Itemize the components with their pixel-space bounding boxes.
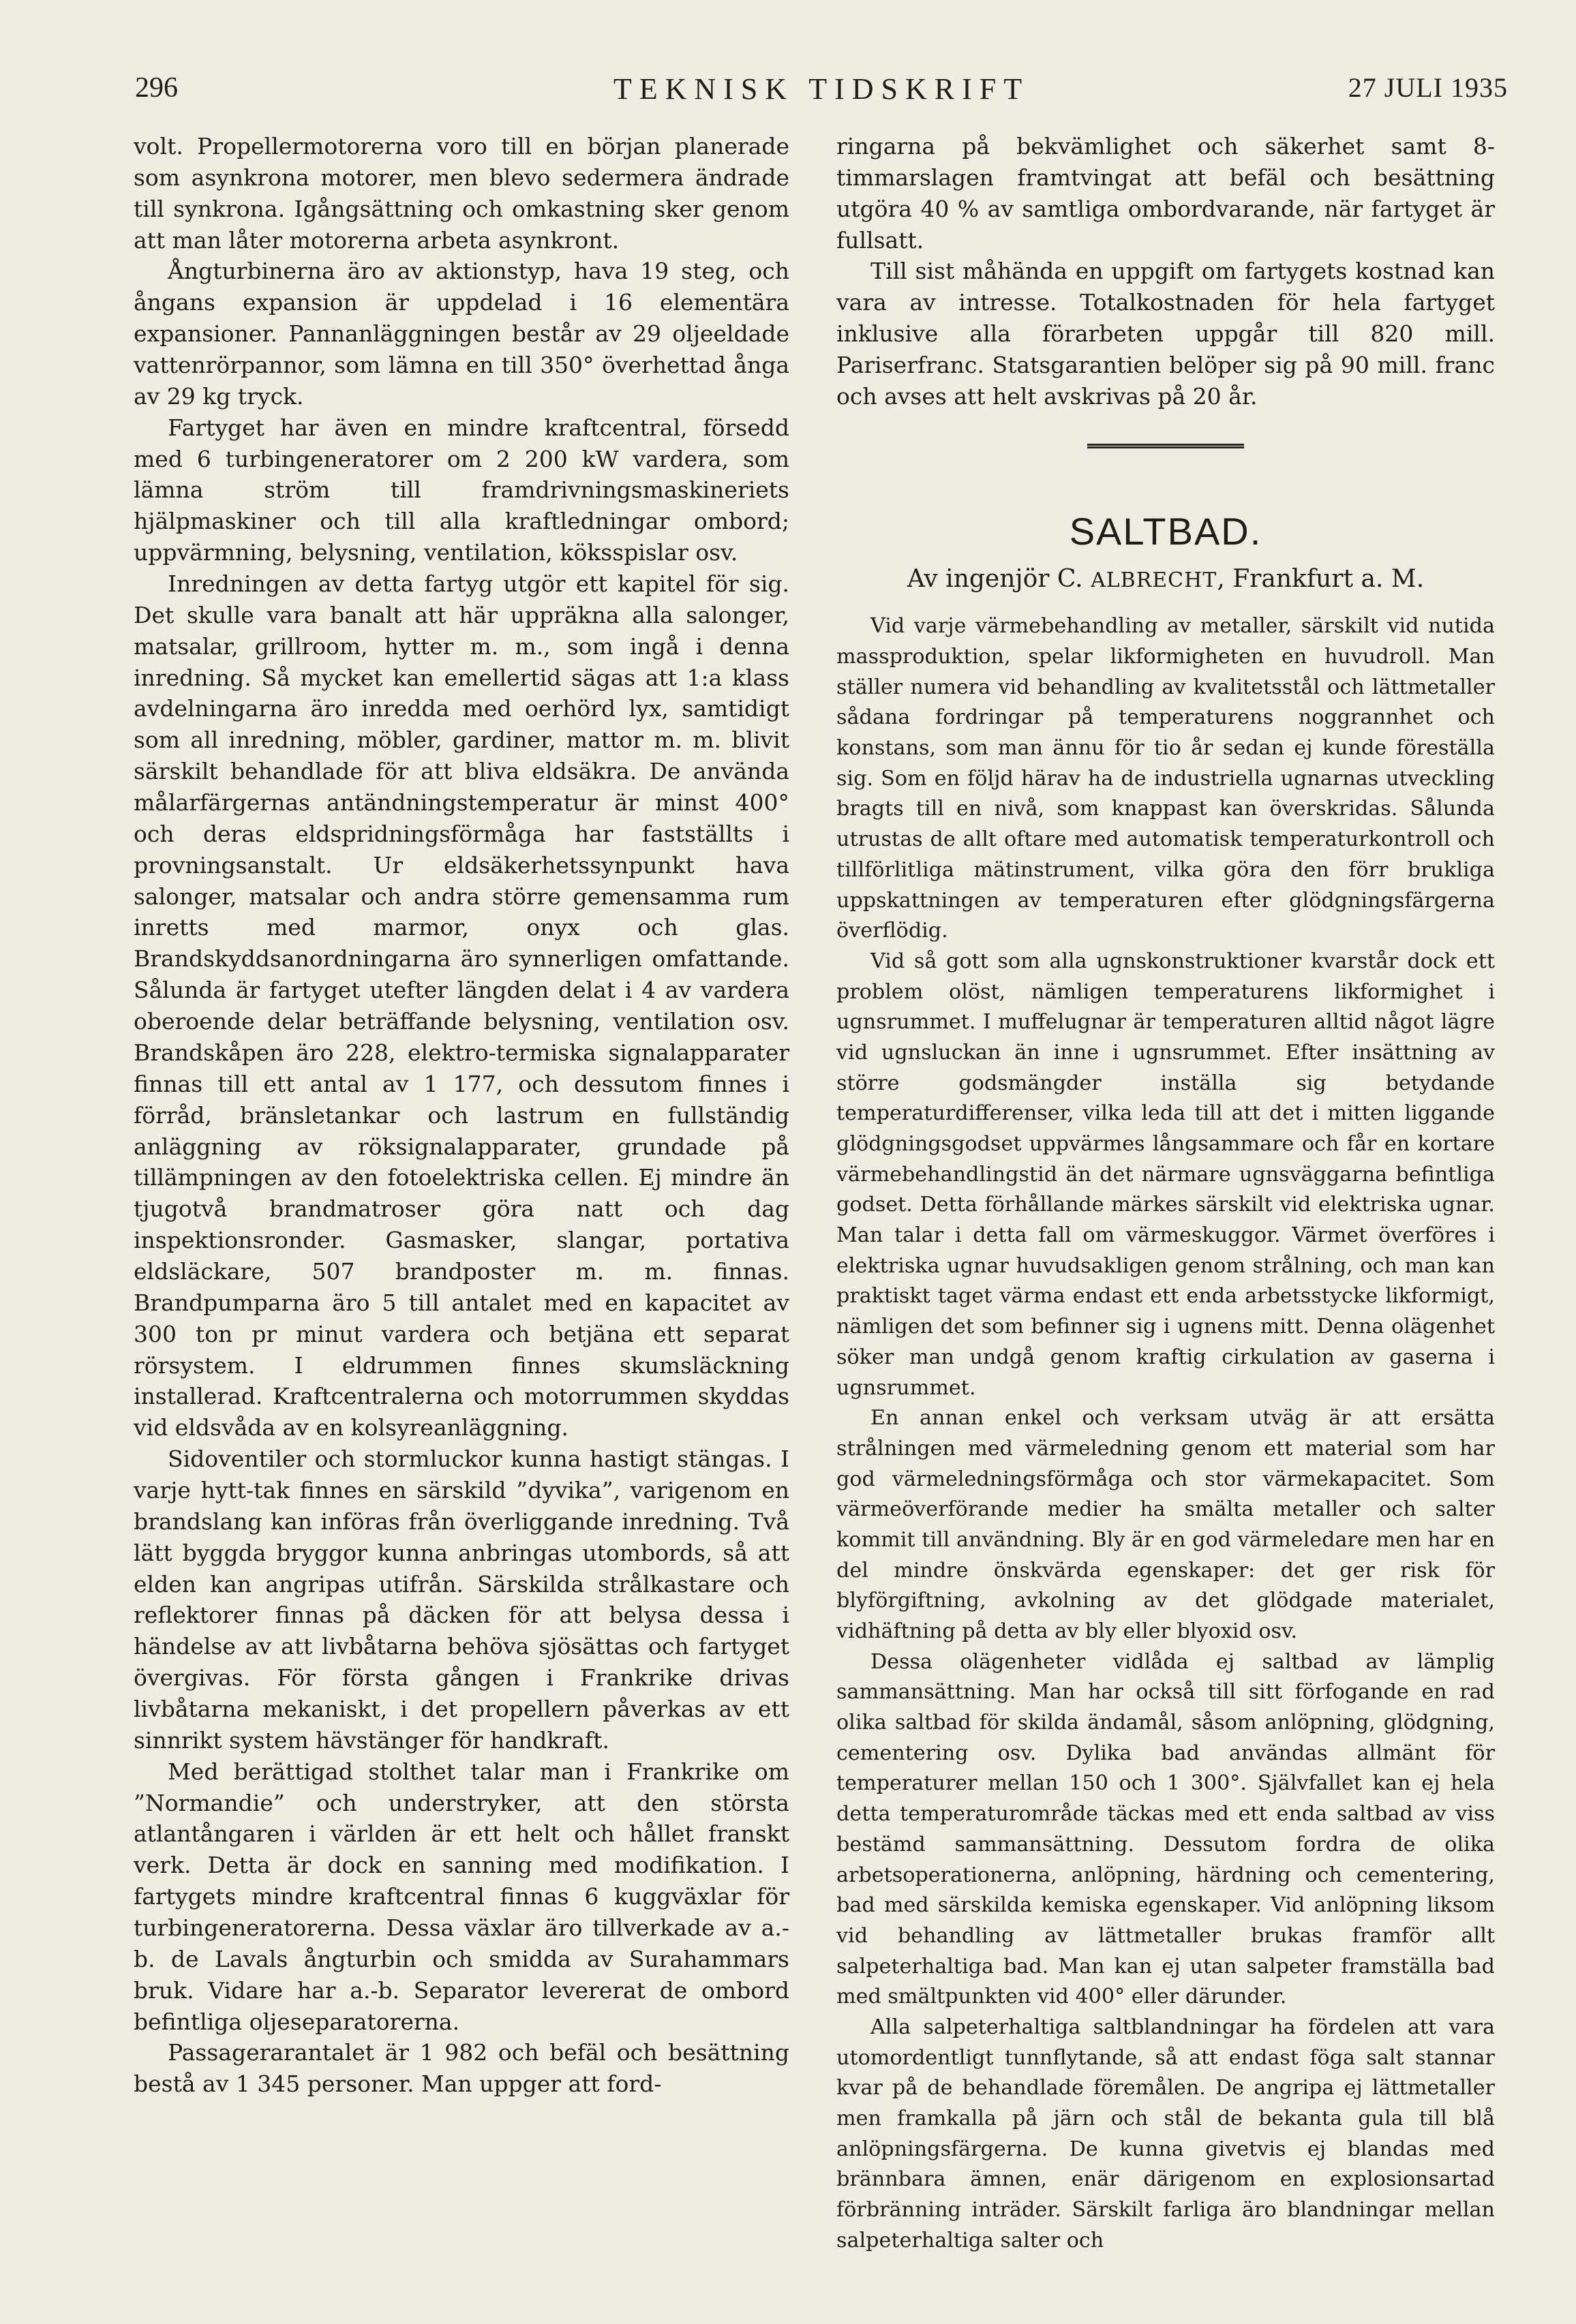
section-divider — [1087, 444, 1244, 448]
paragraph: Passagerarantalet är 1 982 och befäl och besättning bestå av 1 345 personer. Man uppger att ford- — [134, 2039, 789, 2098]
byline-author: ALBRECHT — [1091, 568, 1217, 592]
paragraph: Fartyget har även en mindre kraftcentral, försedd med 6 turbingeneratorer om 2 200 kW vardera, som lämna ström till framdrivningsmaskineriets hjälpmaskiner och till alla kraftledningar ombord; uppvärmning, belysning, ventilation, köksspislar osv. — [134, 414, 789, 566]
paragraph: Med berättigad stolthet talar man i Frankrike om ”Normandie” och understryker, att den största atlantångaren i världen är ett helt och hållet franskt verk. Detta är dock en sanning med modifikation. I fartygets mindre kraftcentral finnas 6 kuggväxlar för turbingeneratorerna. Dessa växlar äro tillverkade av a.-b. de Lavals ångturbin och smidda av Surahammars bruk. Vidare har a.-b. Separator levererat de ombord befintliga oljeseparatorerna. — [134, 1758, 789, 2035]
paragraph: Vid så gott som alla ugnskonstruktioner kvarstår dock ett problem olöst, nämligen temperaturens likformighet i ugnsrummet. I muffelugnar är temperaturen alltid något lägre vid ugnsluckan än inne i ugnsrummet. Efter insättning av större godsmängder inställa sig betydande temperaturdifferenser, vilka leda till att det i mitten liggande glödgningsgodset uppvärmes långsammare och får en kortare värmebehandlingstid än det närmare ugnsväggarna befintliga godset. Detta förhållande märkes särskilt vid elektriska ugnar. Man talar i detta fall om värmeskuggor. Värmet överföres i elektriska ugnar huvudsakligen genom strålning, och man kan praktiskt taget värma endast ett enda arbetsstycke likformigt, nämligen det som befinner sig i ugnens mitt. Denna olägenhet söker man undgå genom kraftig cirkulation av gaserna i ugnsrummet. — [836, 949, 1495, 1400]
byline-prefix: Av ingenjör C. — [907, 564, 1083, 593]
paragraph: Vid varje värmebehandling av metaller, särskilt vid nutida massproduktion, spelar likformigheten en huvudroll. Man ställer numera vid behandling av kvalitetsstål och lättmetaller sådana fordringar på temperaturens noggrannhet och konstans, som man ännu för tio år sedan ej kunde föreställa sig. Som en följd härav ha de industriella ugnarnas utveckling bragts till en nivå, som knappast kan överskridas. Sålunda utrustas de allt oftare med automatisk temperaturkontroll och tillförlitliga mätinstrument, vilka göra den förr brukliga uppskattningen av temperaturen efter glödgningsfärgerna överflödig. — [836, 614, 1495, 943]
byline-location: , Frankfurt a. M. — [1217, 564, 1425, 593]
right-column — [836, 131, 1495, 2256]
article-byline — [836, 562, 1495, 596]
article-title: SALTBAD. — [1069, 509, 1262, 553]
article-body — [836, 611, 1495, 2256]
issue-date: 27 JULI 1935 — [1348, 72, 1508, 103]
paragraph: Inredningen av detta fartyg utgör ett kapitel för sig. Det skulle vara banalt att här uppräkna alla salonger, matsalar, grillroom, hytter m. m., som ingå i denna inredning. Så mycket kan emellertid sägas att 1:a klass avdelningarna äro inredda med oerhörd lyx, samtidigt som all inredning, möbler, gardiner, mattor m. m. blivit särskilt behandlade för att bliva eldsäkra. De använda målarfärgernas antändningstemperatur är minst 400° och deras eldspridningsförmåga har fastställts i provningsanstalt. Ur eldsäkerhetssynpunkt hava salonger, matsalar och andra större gemensamma rum inretts med marmor, onyx och glas. Brandskyddsanordningarna äro synnerligen omfattande. Sålunda är fartyget utefter längden delat i 4 av vardera oberoende delar beträffande belysning, ventilation osv. Brandskåpen äro 228, elektro-termiska signalapparater finnas till ett antal av 1 177, och dessutom finnes i förråd, bränsletankar och lastrum en fullständig anläggning av röksignalapparater, grundade på tillämpningen av den fotoelektriska cellen. Ej mindre än tjugotvå brandmatroser göra natt och dag inspektionsronder. Gasmasker, slangar, portativa eldsläckare, 507 brandposter m. m. finnas. Brandpumparna äro 5 till antalet med en kapacitet av 300 ton pr minut vardera och betjäna ett separat rörsystem. I eldrummen finnes skumsläckning installerad. Kraftcentralerna och motorrummen skyddas vid eldsvåda av en kolsyreanläggning. — [134, 570, 789, 1441]
paragraph: ringarna på bekvämlighet och säkerhet samt 8-timmarslagen framtvingat att befäl och besättning utgöra 40 % av samtliga ombordvarande, när fartyget är fullsatt. — [836, 133, 1495, 254]
paragraph: Alla salpeterhaltiga saltblandningar ha fördelen att vara utomordentligt tunnflytande, så att endast föga salt stannar kvar på de behandlade föremålen. De angripa ej lättmetaller men framkalla på järn och stål de bekanta gula till blå anlöpningsfärgerna. De kunna givetvis ej blandas med brännbara ämnen, enär därigenom en explosionsartad förbränning inträder. Särskilt farliga äro blandningar mellan salpeterhaltiga salter och — [836, 2015, 1495, 2252]
page-header — [135, 72, 1508, 119]
paragraph: En annan enkel och verksam utväg är att ersätta strålningen med värmeledning genom ett material som har god värmeledningsförmåga och stor värmekapacitet. Som värmeöverförande medier ha smälta metaller och salter kommit till användning. Bly är en god värmeledare men har en del mindre önskvärda egenskaper: det ger risk för blyförgiftning, avkolning av det glödgade materialet, vidhäftning på detta av bly eller blyoxid osv. — [836, 1406, 1495, 1643]
page-number: 296 — [135, 72, 178, 104]
paragraph: volt. Propellermotorerna voro till en början planerade som asynkrona motorer, men blevo sedermera ändrade till synkrona. Igångsättning och omkastning sker genom att man låter motorerna arbeta asynkront. — [134, 133, 789, 254]
paragraph: Till sist måhända en uppgift om fartygets kostnad kan vara av intresse. Totalkostnaden för hela fartyget inklusive alla förarbeten uppgår till 820 mill. Pariserfranc. Statsgarantien belöper sig på 90 mill. franc och avses att helt avskrivas på 20 år. — [836, 258, 1495, 410]
left-column — [134, 131, 789, 2100]
paragraph: Dessa olägenheter vidlåda ej saltbad av lämplig sammansättning. Man har också till sitt förfogande en rad olika saltbad för skilda ändamål, såsom anlöpning, glödgning, cementering osv. Dylika bad användas allmänt för temperaturer mellan 150 och 1 300°. Självfallet kan ej hela detta temperaturområde täckas med ett enda saltbad av viss bestämd sammansättning. Dessutom fordra de olika arbetsoperationerna, anlöpning, härdning och cementering, bad med särskilda kemiska egenskaper. Vid anlöpning liksom vid behandling av lättmetaller brukas framför allt salpeterhaltiga bad. Man kan ej utan salpeter framställa bad med smältpunkten vid 400° eller därunder. — [836, 1649, 1495, 2009]
paragraph: Sidoventiler och stormluckor kunna hastigt stängas. I varje hytt-tak finnes en särskild ”dyvika”, varigenom en brandslang kan införas från överliggande inredning. Två lätt byggda bryggor kunna anbringas utombords, så att elden kan angripas utifrån. Särskilda strålkastare och reflektorer finnas på däcken för att belysa dessa i händelse av att livbåtarna behöva sjösättas och fartyget övergivas. För första gången i Frankrike drivas livbåtarna mekaniskt, i det propellern påverkas av ett sinnrikt system hävstänger för handkraft. — [134, 1446, 789, 1754]
paragraph: Ångturbinerna äro av aktionstyp, hava 19 steg, och ångans expansion är uppdelad i 16 elementära expansioner. Pannanläggningen består av 29 oljeeldade vattenrörpannor, som lämna en till 350° överhettad ånga av 29 kg tryck. — [134, 258, 789, 410]
journal-title: TEKNISK TIDSKRIFT — [613, 72, 1030, 106]
